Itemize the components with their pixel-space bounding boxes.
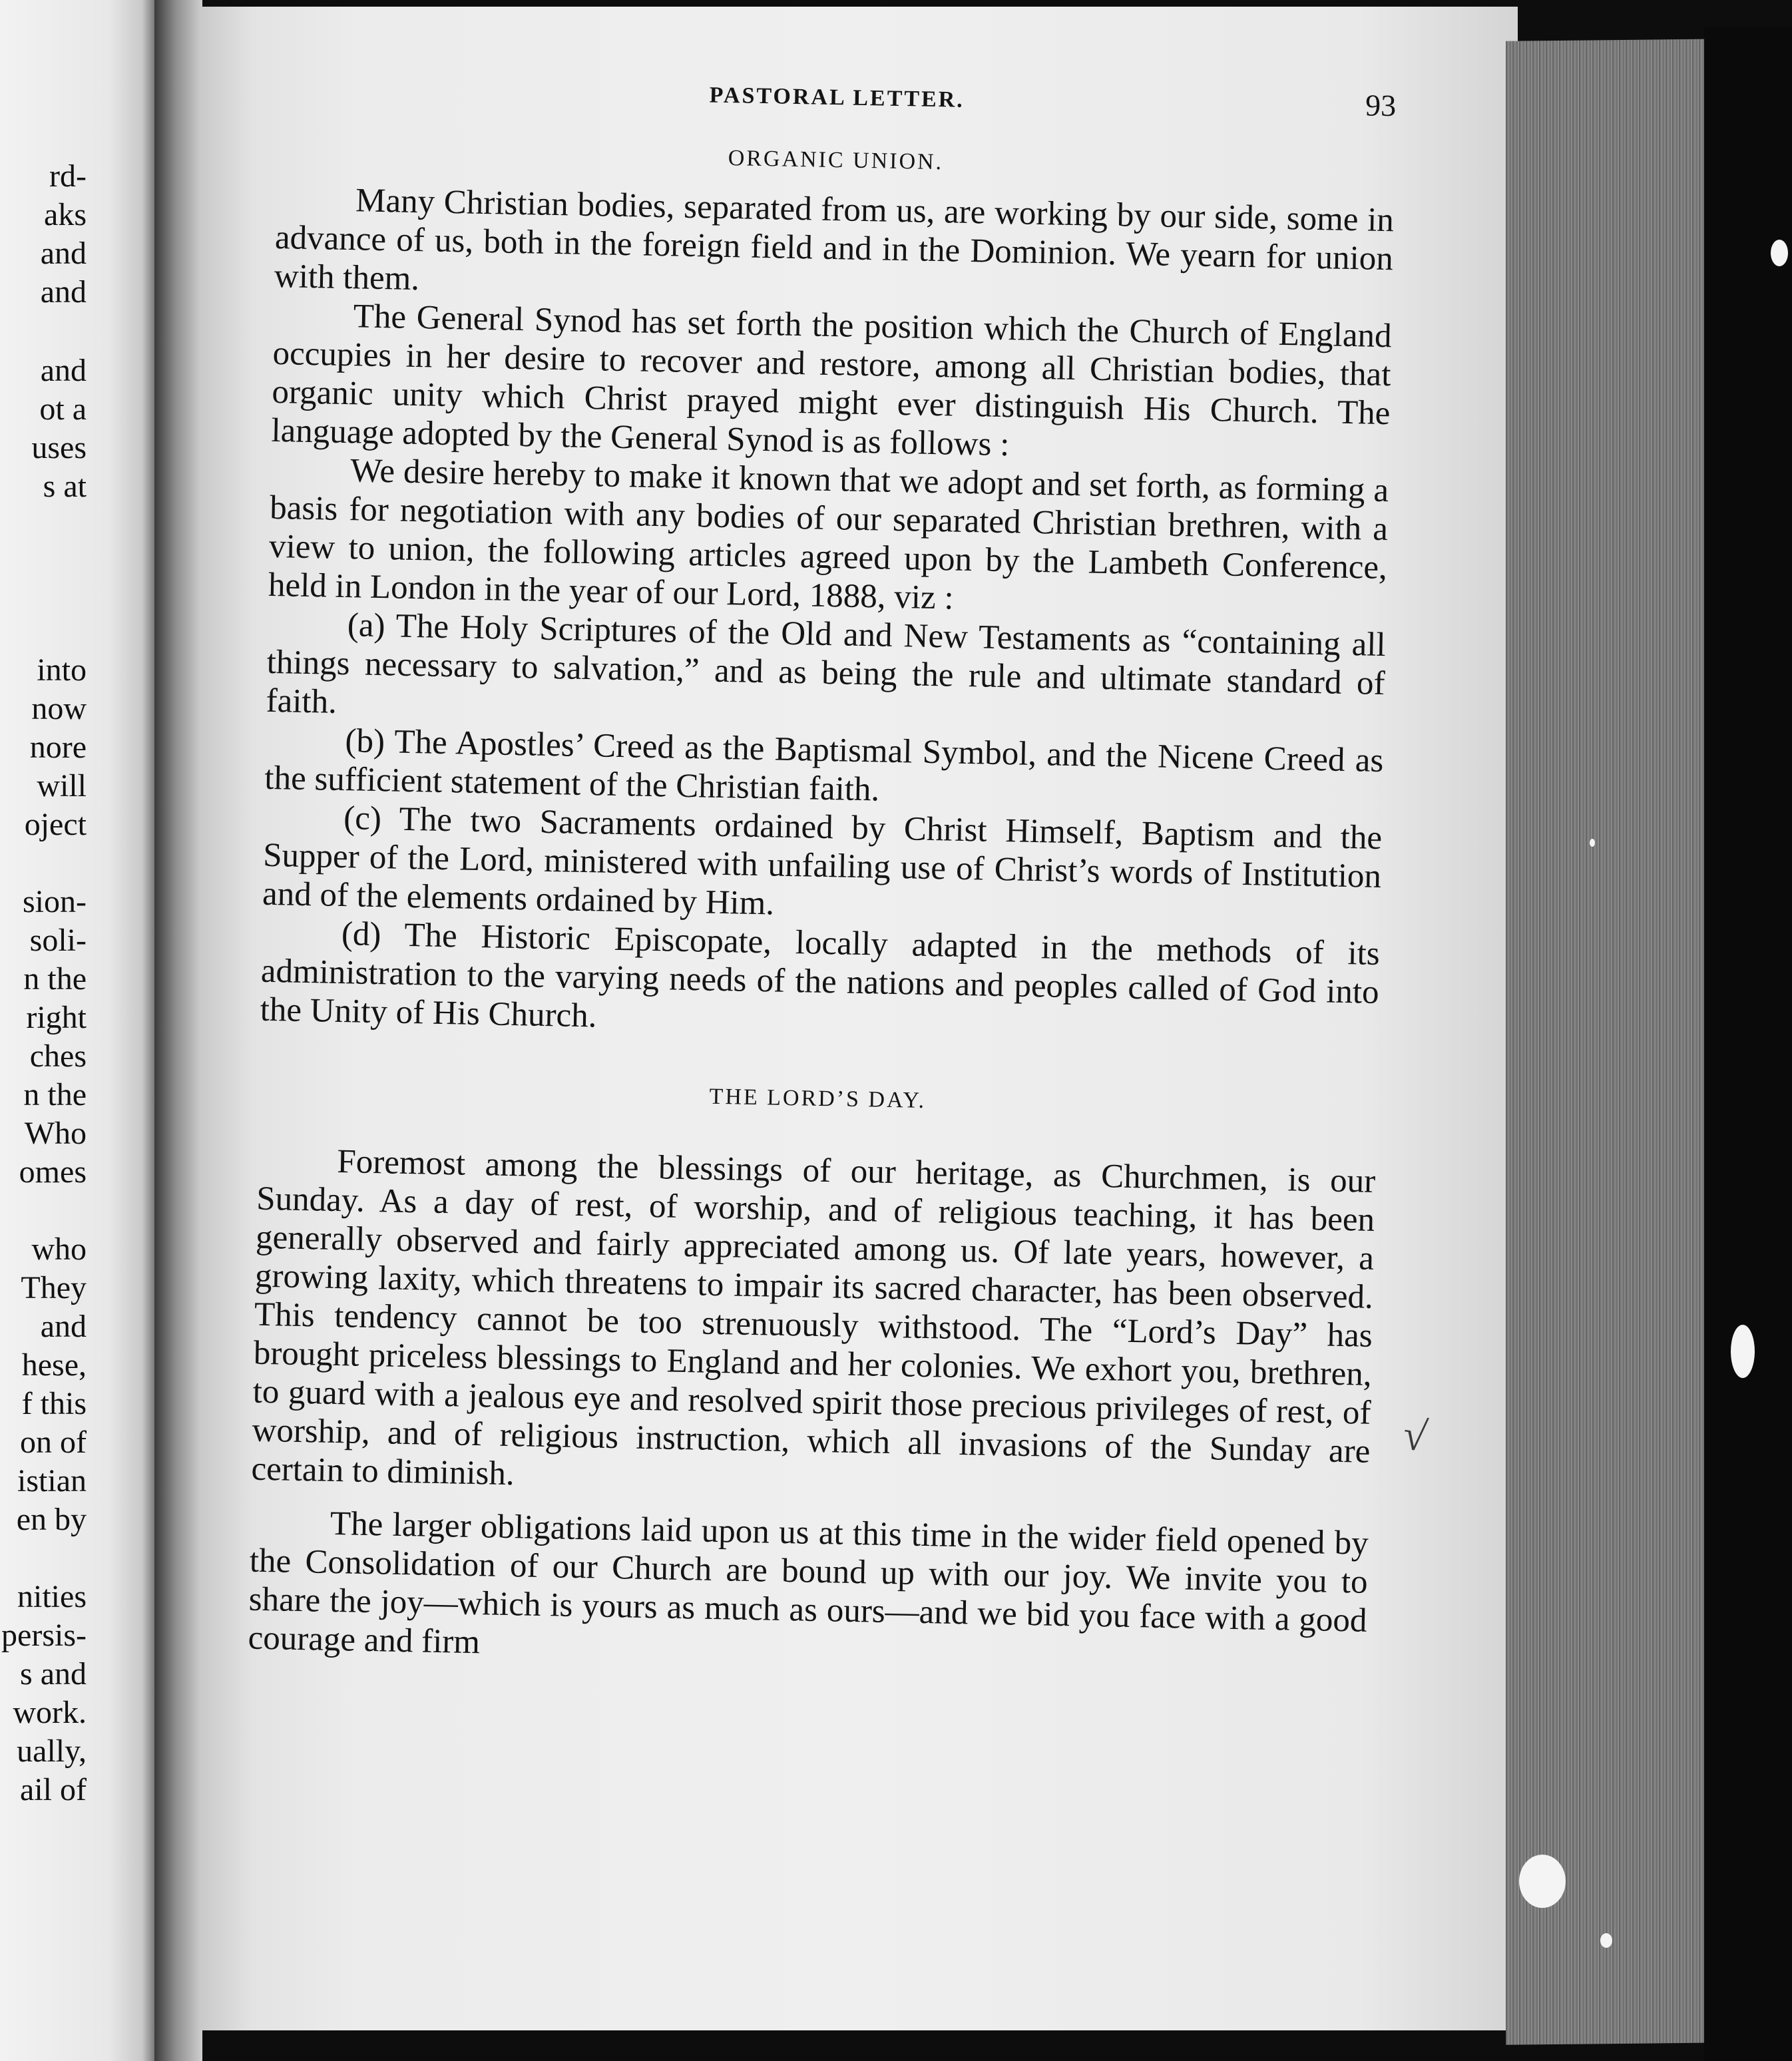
previous-page-text-fragment: right [26,1000,87,1035]
previous-page-text-fragment: now [31,691,87,726]
paragraph: Many Christian bodies, separated from us, are working by our side, some in advance of us, both in the foreign field and in the Dominion. We yearn for union with them. [274,182,1395,298]
previous-page-text-fragment: Who [24,1116,87,1151]
page-text [248,67,1397,1679]
previous-page-text-fragment: istian [17,1463,87,1498]
previous-page-text-fragment: nore [29,730,87,765]
previous-page-text-fragment: rd- [49,158,87,194]
dust-speck [1600,1933,1612,1948]
previous-page-text-fragment: and [40,236,87,271]
previous-page-text-fragment: They [21,1270,87,1305]
previous-page-text-fragment: will [37,768,87,803]
article-c: (c) The two Sacraments ordained by Christ Himself, Baptism and the Supper of the Lord, ministered with unfailing use of Christ’s words of Institution and of the elements ordained by Him. [262,800,1383,923]
previous-page-text-fragment: ually, [17,1733,87,1769]
previous-page-text-fragment: and [40,1309,87,1344]
dust-speck [1731,1325,1755,1378]
dust-speck [1590,839,1595,847]
previous-page-text-fragment: aks [44,197,87,232]
previous-page-text-fragment: s at [43,469,87,504]
previous-page-text-fragment: work. [13,1695,87,1730]
previous-page-text-fragment: into [37,652,87,688]
book-gutter [154,0,202,2061]
page-edges [1506,39,1732,2045]
previous-page-text-fragment: sion- [23,884,87,919]
previous-page-text-fragment: n the [23,1077,87,1112]
running-head-title: PASTORAL LETTER. [709,83,965,113]
paragraph: The General Synod has set forth the position which the Church of England occupies in her desire to recover and restore, among all Christian bodies, that organic unity which Christ prayed might ever distinguish His Church. The language adopted by the General Synod is as follows : [270,298,1393,464]
previous-page-text-fragment: and [40,274,87,310]
previous-page-text-fragment: ot a [39,391,87,427]
previous-page-text-fragment: omes [19,1154,87,1190]
section-title-lords-day: THE LORD’S DAY. [709,1084,927,1113]
paragraph: Foremost among the blessings of our heritage, as Churchmen, is our Sunday. As a day of rest, of worship, and of religious teaching, it has been generally observed and fairly appreciated among us. Of late years, however, a growing laxity, which threatens to impair its sacred character, has been observed. This tendency cannot be too strenuously withstood. The “Lord’s Day” has brought priceless blessings to England and her colonies. We exhort you, brethren, to guard with a jealous eye and resolved spirit those precious privileges of rest, of worship, and of religious instruction, which all invasions of the Sunday are certain to diminish. [251,1143,1376,1493]
page-number: 93 [1365,88,1397,123]
article-d: (d) The Historic Episcopate, locally adapted in the methods of its administration to the varying needs of the nations and peoples called of God into the Unity of His Church. [260,915,1381,1035]
previous-page-text-fragment: ches [29,1038,87,1074]
previous-page-text-fragment: soli- [29,923,87,958]
dust-speck [1771,240,1788,266]
previous-page-text-fragment: and [40,353,87,388]
article-a: (a) The Holy Scriptures of the Old and New Testaments as “containing all things necessary to salvation,” and as being the rule and ultimate standard of faith. [266,606,1387,721]
previous-page-text-fragment: oject [24,807,87,842]
paragraph: The larger obligations laid upon us at this time in the wider field opened by the Consolidation of our Church are bound up with our joy. We invite you to share the joy—which is yours as much as ours—and we bid you face with a good courage and firm [248,1504,1369,1662]
section-title-organic-union: ORGANIC UNION. [728,146,944,175]
previous-page-text-fragment: ail of [20,1772,87,1807]
previous-page-text-fragment: s and [20,1656,87,1692]
previous-page [0,0,154,2061]
pencil-check-mark: √ [1400,1410,1430,1461]
dust-speck [1519,1855,1566,1908]
previous-page-text-fragment: hese, [21,1347,87,1383]
previous-page-text-fragment: persis- [1,1618,87,1653]
background-shadow [1704,27,1792,2061]
previous-page-text-fragment: en by [16,1502,87,1537]
article-b: (b) The Apostles’ Creed as the Baptismal Symbol, and the Nicene Creed as the sufficient statement of the Christian faith. [264,722,1384,809]
previous-page-text-fragment: nities [17,1579,87,1614]
previous-page-text-fragment: n the [23,961,87,997]
previous-page-text-fragment: uses [31,430,87,465]
paragraph: We desire hereby to make it known that we adopt and set forth, as forming a basis for negotiation with any bodies of our separated Christian brethren, with a view to union, the following articles agreed upon by the Lambeth Conference, held in London in the year of our Lord, 1888, viz : [268,452,1389,617]
previous-page-text-fragment: on of [20,1425,87,1460]
previous-page-text-fragment: who [31,1232,87,1267]
previous-page-text-fragment: f this [21,1386,87,1421]
